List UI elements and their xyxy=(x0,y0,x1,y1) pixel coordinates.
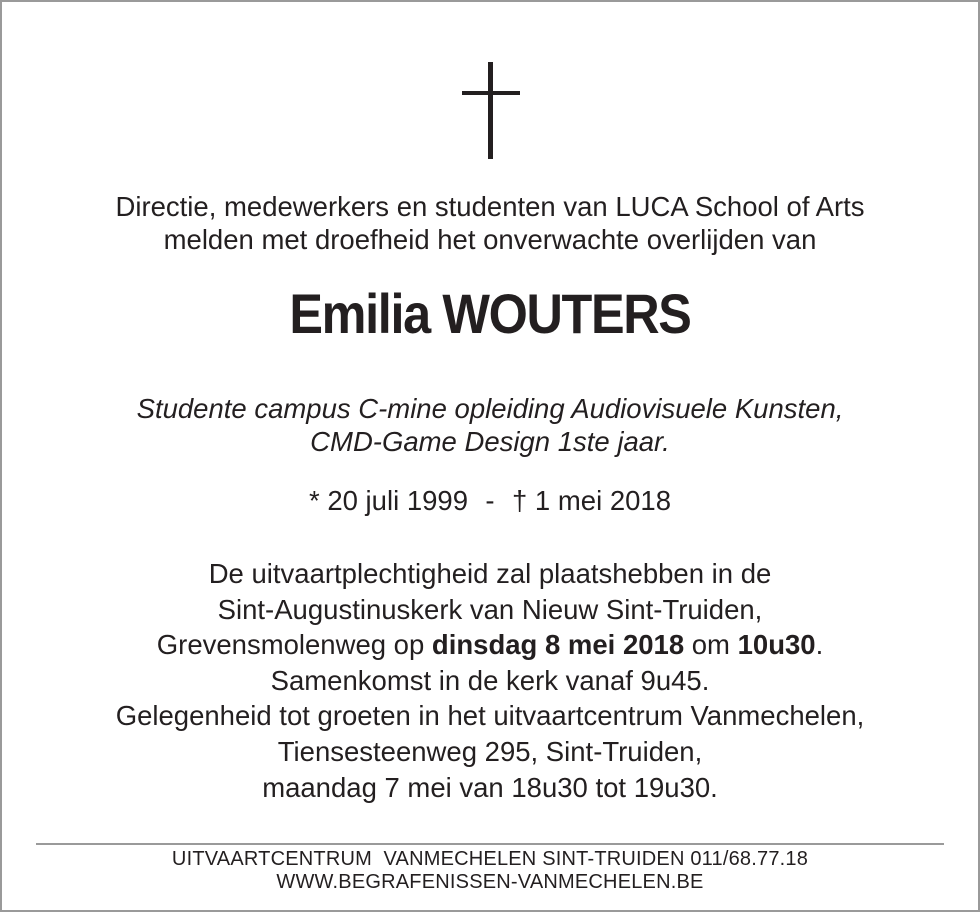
funeral-details xyxy=(0,556,980,805)
life-dates-line xyxy=(0,483,980,519)
life-dates xyxy=(0,483,980,519)
details-line-2: Sint-Augustinuskerk van Nieuw Sint-Truiden, xyxy=(217,593,763,625)
deceased-name: Emilia WOUTERS xyxy=(289,282,691,345)
details-line-4: Samenkomst in de kerk vanaf 9u45. xyxy=(270,664,710,696)
latin-cross-icon xyxy=(462,62,520,160)
details-line-3 xyxy=(0,627,980,663)
details-line-1: De uitvaartplechtigheid zal plaatshebben in de xyxy=(208,558,772,589)
date-separator: - xyxy=(485,485,495,516)
details-line-7: maandag 7 mei van 18u30 tot 19u30. xyxy=(262,771,718,803)
role-line-1: Studente campus C-mine opleiding Audiovisuele Kunsten, xyxy=(136,393,844,424)
footer-website: WWW.BEGRAFENISSEN-VANMECHELEN.BE xyxy=(276,871,704,893)
cross-vertical-bar xyxy=(488,62,493,159)
details-line-3-prefix: Grevensmolenweg op xyxy=(156,629,432,661)
footer xyxy=(0,848,980,894)
funeral-time: 10u30 xyxy=(737,629,816,661)
cross-horizontal-bar xyxy=(462,91,520,95)
role-description xyxy=(0,392,980,458)
details-line-3-mid: om xyxy=(684,629,738,661)
intro-line-1: Directie, medewerkers en studenten van LUCA School of Arts xyxy=(115,191,865,222)
birth-date: * 20 juli 1999 xyxy=(308,485,468,516)
death-date: † 1 mei 2018 xyxy=(512,485,671,516)
intro-line-2: melden met droefheid het onverwachte overlijden van xyxy=(163,224,817,255)
footer-line-1: UITVAARTCENTRUM VANMECHELEN SINT-TRUIDEN 011/68.77.18 xyxy=(171,848,809,870)
funeral-date: dinsdag 8 mei 2018 xyxy=(431,629,685,661)
details-line-6: Tiensesteenweg 295, Sint-Truiden, xyxy=(277,735,703,767)
details-line-3-suffix: . xyxy=(815,629,824,661)
intro-text xyxy=(0,190,980,256)
footer-divider xyxy=(36,843,944,845)
role-line-2: CMD-Game Design 1ste jaar. xyxy=(310,426,670,457)
details-line-5: Gelegenheid tot groeten in het uitvaartcentrum Vanmechelen, xyxy=(115,700,865,732)
